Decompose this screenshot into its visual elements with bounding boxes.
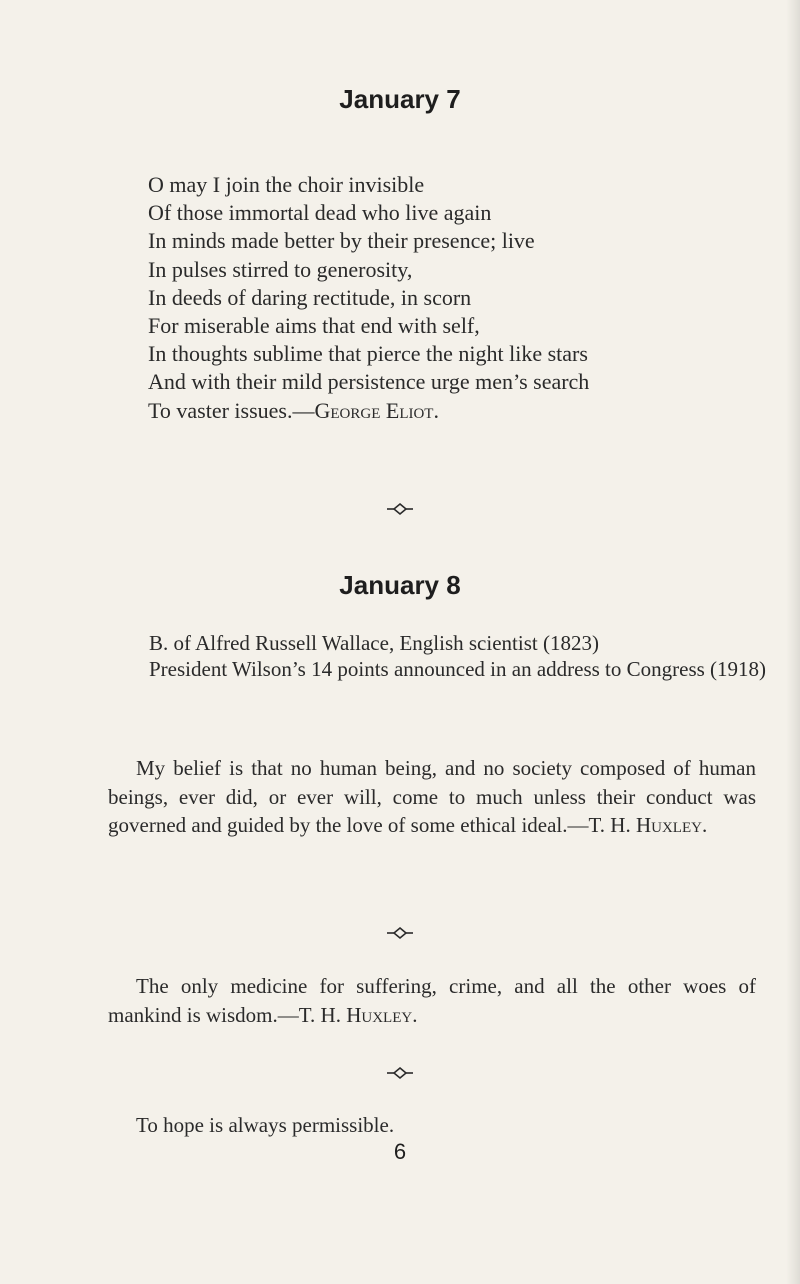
heading-january-7: January 7	[339, 84, 461, 114]
ornament-divider	[0, 1066, 800, 1082]
poem-line: In minds made better by their presence; live	[148, 228, 535, 254]
poem-line: In deeds of daring rectitude, in scorn	[148, 284, 472, 310]
poem-line: In thoughts sublime that pierce the night like stars	[148, 341, 588, 367]
poem-attribution: George Eliot.	[314, 397, 439, 423]
event-item: President Wilson’s 14 points announced in an address to Congress (1918)	[149, 657, 767, 681]
poem-last-line-text: To vaster issues.—	[148, 397, 315, 423]
poem	[148, 171, 589, 425]
event-item: B. of Alfred Russell Wallace, English scientist (1823)	[149, 631, 599, 655]
poem-line: Of those immortal dead who live again	[148, 200, 492, 226]
quote-text: My belief is that no human being, and no society composed of human beings, ever did, or ever will, come to much unless their conduct was governed and guided by the love of some ethical ideal.—	[108, 756, 756, 838]
diamond-dash-ornament-icon	[385, 1066, 415, 1080]
poem-line: O may I join the choir invisible	[148, 172, 425, 197]
ornament-divider	[0, 502, 800, 518]
quote-paragraph	[108, 1111, 756, 1140]
poem-line: And with their mild persistence urge men’s search	[148, 369, 590, 395]
poem-line: For miserable aims that end with self,	[148, 313, 480, 339]
diamond-dash-ornament-icon	[385, 926, 415, 940]
quote-paragraph	[108, 972, 756, 1029]
quote-text: The only medicine for suffering, crime, and all the other woes of mankind is wisdom.—	[108, 974, 756, 1027]
ornament-divider	[0, 926, 800, 942]
page-number: 6	[393, 1139, 407, 1164]
events-list	[149, 630, 769, 682]
quote-attribution: T. H. Huxley.	[298, 1002, 418, 1027]
poem-last-line	[148, 397, 589, 425]
quote-paragraph	[108, 754, 756, 840]
poem-line: In pulses stirred to generosity,	[148, 256, 413, 282]
quote-text: To hope is always permissible.	[136, 1113, 395, 1137]
diamond-dash-ornament-icon	[385, 502, 415, 516]
quote-attribution: T. H. Huxley.	[588, 813, 708, 838]
heading-january-8: January 8	[339, 570, 461, 600]
page-edge-shadow	[786, 0, 800, 1284]
